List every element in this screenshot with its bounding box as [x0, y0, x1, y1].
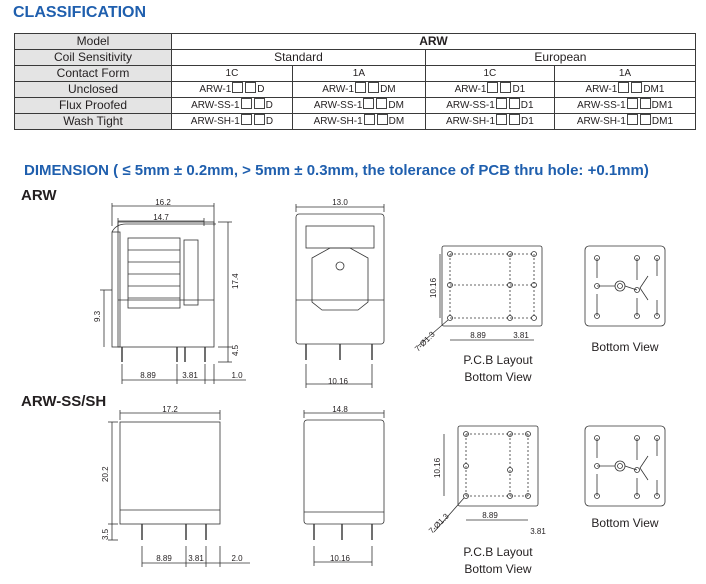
dim-label: 10.16 [329, 554, 351, 563]
table-cell: ARW-SS-1 DM [292, 98, 425, 114]
dim-label: 17.2 [162, 405, 178, 414]
arwss-side-view [108, 410, 250, 567]
dim-label: 9.3 [93, 310, 102, 322]
dim-label: 10.16 [429, 277, 438, 298]
arw-bottom-view [585, 246, 665, 326]
classification-title: CLASSIFICATION [13, 4, 147, 21]
table-cell: 1A [554, 66, 695, 82]
table-cell: 1C [425, 66, 554, 82]
dim-label: 14.7 [153, 213, 169, 222]
dim-label: 2.0 [231, 554, 243, 563]
dim-label: 13.0 [332, 198, 348, 207]
table-cell: ARW-1 D1 [425, 82, 554, 98]
pcb-caption: P.C.B Layout Bottom View [463, 545, 533, 576]
table-cell: ARW-SH-1 DM [292, 114, 425, 130]
dim-label: 7-Ø1.3 [413, 329, 437, 354]
row-label: Coil Sensitivity [15, 50, 172, 66]
dim-label: 14.8 [332, 405, 348, 414]
table-cell: ARW-SH-1 D [172, 114, 293, 130]
dim-label: 4.5 [231, 344, 240, 356]
dim-label: 17.4 [231, 273, 240, 289]
table-cell: ARW-1 DM [292, 82, 425, 98]
bottom-view-caption: Bottom View [591, 340, 659, 354]
dim-label: 8.89 [470, 331, 486, 340]
arw-side-view [100, 203, 246, 384]
model-cell: ARW [172, 34, 696, 50]
table-cell: ARW-SH-1 D1 [425, 114, 554, 130]
dim-label: 3.5 [101, 528, 110, 540]
table-cell: ARW-1 D [172, 82, 293, 98]
table-cell: ARW-1 DM1 [554, 82, 695, 98]
arwss-bottom-view [585, 426, 665, 506]
table-cell: 1A [292, 66, 425, 82]
pcb-caption: P.C.B Layout Bottom View [463, 353, 533, 384]
european-cell: European [425, 50, 695, 66]
arwss-front-view [304, 410, 384, 566]
bottom-view-caption: Bottom View [591, 516, 659, 530]
table-cell: ARW-SS-1 DM1 [554, 98, 695, 114]
table-cell: 1C [172, 66, 293, 82]
dim-label: 3.81 [188, 554, 204, 563]
row-label: Flux Proofed [15, 98, 172, 114]
arw-title: ARW [21, 187, 57, 204]
dim-label: 1.0 [231, 371, 243, 380]
dim-label: 8.89 [156, 554, 172, 563]
table-cell: ARW-SS-1 D [172, 98, 293, 114]
dim-label: 10.16 [327, 377, 349, 386]
dim-label: 7-Ø1.3 [427, 511, 451, 536]
row-label: Model [15, 34, 172, 50]
arw-front-view [296, 204, 384, 388]
row-label: Wash Tight [15, 114, 172, 130]
dim-label: 3.81 [530, 527, 546, 536]
dim-label: 8.89 [140, 371, 156, 380]
table-cell: ARW-SH-1 DM1 [554, 114, 695, 130]
row-label: Unclosed [15, 82, 172, 98]
dim-label: 3.81 [513, 331, 529, 340]
arwss-title: ARW-SS/SH [21, 393, 107, 410]
dim-label: 20.2 [101, 466, 110, 482]
dim-label: 10.16 [433, 457, 442, 478]
dimension-title: DIMENSION ( ≤ 5mm ± 0.2mm, > 5mm ± 0.3mm, the tolerance of PCB thru hole: +0.1mm) [24, 162, 649, 179]
dim-label: 3.81 [182, 371, 198, 380]
dim-label: 8.89 [482, 511, 498, 520]
standard-cell: Standard [172, 50, 426, 66]
dim-label: 16.2 [155, 198, 171, 207]
table-cell: ARW-SS-1 D1 [425, 98, 554, 114]
row-label: Contact Form [15, 66, 172, 82]
